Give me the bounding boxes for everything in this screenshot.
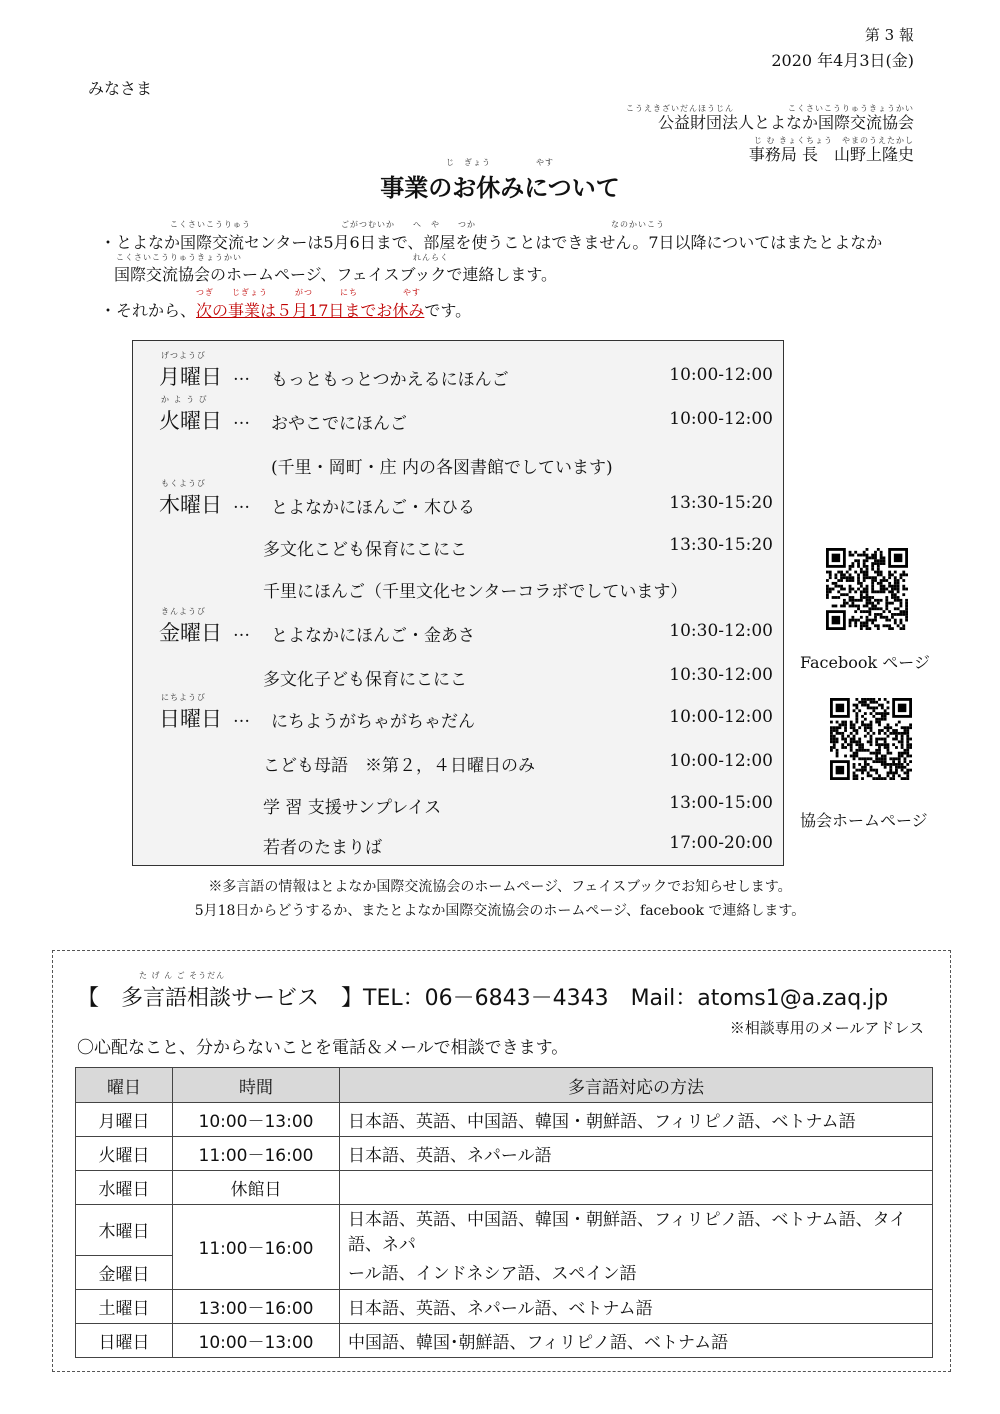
service-mail-note: ※相談専用のメールアドレス xyxy=(729,1019,924,1037)
note-line-2: 5月18日からどうするか、またとよなか国際交流協会のホームページ、facebook で連絡します。 xyxy=(194,903,806,919)
qr-code-icon xyxy=(826,548,908,630)
schedule-row xyxy=(133,573,783,607)
day-ruby: きんようび xyxy=(161,607,206,616)
schedule-row xyxy=(133,449,783,483)
day-cell: 日曜日 xyxy=(76,1323,173,1357)
time-cell: 11:00－16:00 xyxy=(173,1205,340,1290)
time-cell: 休館日 xyxy=(173,1171,340,1205)
homepage-qr-code[interactable] xyxy=(830,698,912,784)
organization-block xyxy=(626,104,914,164)
p2-highlight: 次の事業は５月17日までお休み xyxy=(196,301,425,320)
program-time: 10:00-12:00 xyxy=(669,707,773,727)
languages-cell: 中国語、韓国･朝鮮語、フィリピノ語、ベトナム語 xyxy=(340,1323,933,1357)
program-name: 千里にほんご（千里文化センターコラボでしています） xyxy=(263,582,688,602)
schedule-row xyxy=(133,693,783,737)
time-cell: 11:00－16:00 xyxy=(173,1137,340,1171)
day-label: 火曜日 xyxy=(159,409,222,433)
schedule-row xyxy=(133,351,783,395)
separator: … xyxy=(233,409,250,429)
facebook-qr-label: Facebook ページ xyxy=(800,653,930,672)
person-ruby: じ む きょくちょう やまのうえたかし xyxy=(753,136,914,145)
languages-cell: 日本語、英語、ネパール語、ベトナム語 xyxy=(340,1289,933,1323)
schedule-box xyxy=(132,340,784,866)
program-name: 多文化こども保育にこにこ xyxy=(263,540,467,560)
service-description: 〇心配なこと、分からないことを電話＆メールで相談できます。 xyxy=(77,1038,569,1058)
table-row xyxy=(76,1289,933,1323)
day-ruby: げつようび xyxy=(161,351,206,360)
languages-cell: 日本語、英語、中国語、韓国・朝鮮語、フィリピノ語、ベトナム語、タイ語、ネパ xyxy=(340,1205,933,1256)
schedule-row xyxy=(133,789,783,823)
time-cell: 10:00－13:00 xyxy=(173,1103,340,1137)
schedule-row xyxy=(133,829,783,863)
day-ruby: にちようび xyxy=(161,693,206,702)
separator: … xyxy=(233,365,250,385)
p2-ruby: つぎ じぎょう がつ にち やす xyxy=(196,288,421,297)
languages-cell: 日本語、英語、ネパール語 xyxy=(340,1137,933,1171)
schedule-row xyxy=(133,395,783,439)
languages-cell: 日本語、英語、中国語、韓国・朝鮮語、フィリピノ語、ベトナム語 xyxy=(340,1103,933,1137)
person-name: 事務局 長 山野上隆史 xyxy=(748,145,914,164)
program-time: 10:00-12:00 xyxy=(669,751,773,771)
consultation-service-box xyxy=(52,950,951,1372)
day-ruby: もくようび xyxy=(161,479,206,488)
org-ruby: こうえきざいだんほうじん こくさいこうりゅうきょうかい xyxy=(626,104,914,113)
title-ruby: じ ぎょう やす xyxy=(446,158,554,167)
note-line-1: ※多言語の情報はとよなか国際交流協会のホームページ、フェイスブックでお知らせします。 xyxy=(208,879,792,895)
paragraph-2 xyxy=(100,298,471,321)
program-name: とよなかにほんご・木ひる xyxy=(271,498,475,518)
qr-code-icon xyxy=(830,698,912,780)
day-cell: 月曜日 xyxy=(76,1103,173,1137)
program-name: 若者のたまりば xyxy=(263,838,382,858)
time-cell: 13:00－16:00 xyxy=(173,1289,340,1323)
program-time: 13:30-15:20 xyxy=(669,493,773,513)
languages-cell xyxy=(340,1171,933,1205)
schedule-row xyxy=(133,661,783,695)
service-heading: 【 多言語相談サービス 】TEL：06－6843－4343 Mail：atoms1@a.zaq.jp xyxy=(77,986,889,1011)
day-ruby: か よ う び xyxy=(161,395,208,404)
table-row xyxy=(76,1323,933,1357)
program-name: おやこでにほんご xyxy=(271,414,407,434)
p1-ruby-2: こくさいこうりゅうきょうかい れんらく xyxy=(116,253,449,262)
day-cell: 火曜日 xyxy=(76,1137,173,1171)
column-header-time: 時間 xyxy=(173,1068,340,1103)
day-cell: 水曜日 xyxy=(76,1171,173,1205)
p2-suffix: です。 xyxy=(424,301,472,320)
schedule-row xyxy=(133,747,783,781)
program-time: 13:00-15:00 xyxy=(669,793,773,813)
program-time: 10:30-12:00 xyxy=(669,621,773,641)
program-name: (千里・岡町・庄 内の各図書館でしています) xyxy=(271,458,613,478)
program-time: 10:30-12:00 xyxy=(669,665,773,685)
facebook-qr-code[interactable] xyxy=(826,548,908,634)
table-row xyxy=(76,1171,933,1205)
paragraph-1-line-2: 国際交流協会のホームページ、フェイスブックで連絡します。 xyxy=(114,265,558,284)
table-header-row xyxy=(76,1068,933,1103)
languages-cell: ール語、インドネシア語、スペイン語 xyxy=(340,1255,933,1289)
day-label: 金曜日 xyxy=(159,621,222,645)
separator: … xyxy=(233,707,250,727)
schedule-row xyxy=(133,479,783,523)
program-name: もっともっとつかえるにほんご xyxy=(271,370,509,390)
p1-ruby: こくさいこうりゅう ごがつむいか へ や つか なのかいこう xyxy=(170,220,665,229)
issue-date: 2020 年4月3日(金) xyxy=(771,51,914,70)
table-row xyxy=(76,1137,933,1171)
schedule-row xyxy=(133,607,783,651)
program-time: 17:00-20:00 xyxy=(669,833,773,853)
table-row xyxy=(76,1103,933,1137)
day-label: 月曜日 xyxy=(159,365,222,389)
program-name: 学 習 支援サンプレイス xyxy=(263,798,442,818)
schedule-row xyxy=(133,531,783,565)
paragraph-1-line-1: ・とよなか国際交流センターは5月6日まで、部屋を使うことはできません。7日以降についてはまたとよなか xyxy=(100,233,883,252)
program-name: とよなかにほんご・金あさ xyxy=(271,626,475,646)
day-label: 日曜日 xyxy=(159,707,222,731)
homepage-qr-label: 協会ホームページ xyxy=(800,811,928,830)
separator: … xyxy=(233,493,250,513)
program-time: 13:30-15:20 xyxy=(669,535,773,555)
p2-prefix: ・それから、 xyxy=(100,301,197,320)
program-name: こども母語 ※第２，４日曜日のみ xyxy=(263,756,535,776)
column-header-languages: 多言語対応の方法 xyxy=(340,1068,933,1103)
day-cell: 金曜日 xyxy=(76,1255,173,1289)
day-cell: 土曜日 xyxy=(76,1289,173,1323)
program-name: 多文化子ども保育にこにこ xyxy=(263,670,467,690)
day-label: 木曜日 xyxy=(159,493,222,517)
service-ruby: た げ ん ご そうだん xyxy=(139,971,226,980)
time-cell: 10:00－13:00 xyxy=(173,1323,340,1357)
edition-number: 第 3 報 xyxy=(864,26,914,44)
column-header-day: 曜日 xyxy=(76,1068,173,1103)
separator: … xyxy=(233,621,250,641)
page-title: 事業のお休みについて xyxy=(380,174,620,202)
language-table xyxy=(75,1067,933,1358)
table-row xyxy=(76,1205,933,1256)
org-name: 公益財団法人とよなか国際交流協会 xyxy=(657,113,914,132)
greeting: みなさま xyxy=(88,79,153,98)
program-time: 10:00-12:00 xyxy=(669,365,773,385)
program-time: 10:00-12:00 xyxy=(669,409,773,429)
day-cell: 木曜日 xyxy=(76,1205,173,1256)
program-name: にちようがちゃがちゃだん xyxy=(271,712,475,732)
